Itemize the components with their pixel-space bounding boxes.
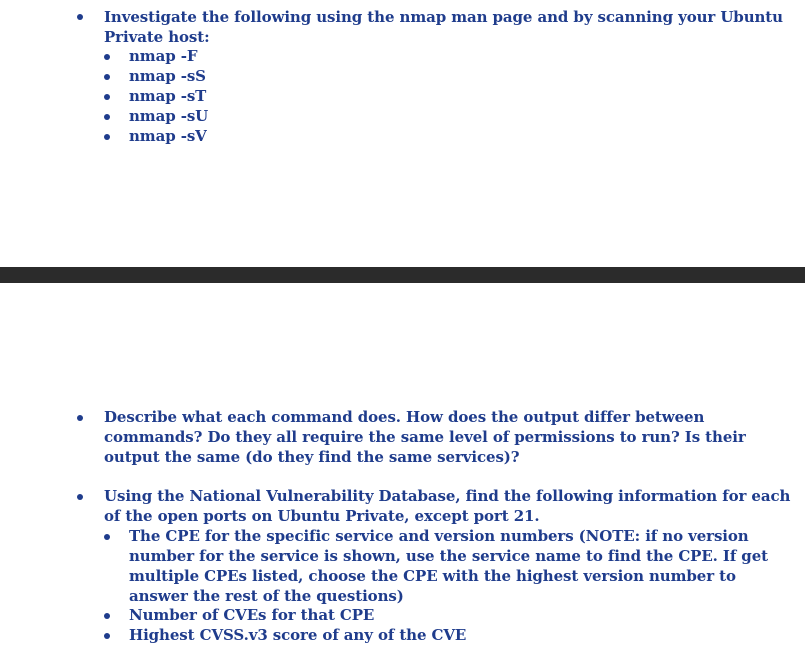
section2-line-2: commands? Do they all require the same level of permissions to run? Is their	[104, 428, 746, 446]
section1-line-2: Private host:	[104, 28, 210, 46]
section1-line-1: Investigate the following using the nmap man page and by scanning your Ubuntu	[104, 8, 783, 26]
sub-bullet-icon	[104, 54, 110, 60]
sub-bullet-icon	[104, 534, 110, 540]
section3-line-2: of the open ports on Ubuntu Private, except port 21.	[104, 507, 540, 525]
section2-line-3: output the same (do they find the same services)?	[104, 448, 520, 466]
nmap-command-item: nmap -sS	[129, 67, 206, 85]
cpe-item-line-1: The CPE for the specific service and version numbers (NOTE: if no version	[129, 527, 749, 545]
bullet-icon	[77, 14, 83, 20]
sub-bullet-icon	[104, 134, 110, 140]
sub-bullet-icon	[104, 94, 110, 100]
bullet-icon	[77, 494, 83, 500]
bullet-icon	[77, 415, 83, 421]
nmap-command-item: nmap -sT	[129, 87, 207, 105]
cpe-item-line-3: multiple CPEs listed, choose the CPE with the highest version number to	[129, 567, 736, 585]
nmap-command-item: nmap -F	[129, 47, 198, 65]
sub-bullet-icon	[104, 74, 110, 80]
section2-line-1: Describe what each command does. How does the output differ between	[104, 408, 705, 426]
document-page-top	[0, 0, 805, 267]
nmap-command-item: nmap -sU	[129, 107, 209, 125]
section3-line-1: Using the National Vulnerability Database, find the following information for each	[104, 487, 791, 505]
page-divider	[0, 267, 805, 283]
sub-bullet-icon	[104, 613, 110, 619]
cvss-score-item: Highest CVSS.v3 score of any of the CVE	[129, 626, 467, 644]
cve-count-item: Number of CVEs for that CPE	[129, 606, 375, 624]
sub-bullet-icon	[104, 114, 110, 120]
nmap-command-item: nmap -sV	[129, 127, 207, 145]
cpe-item-line-2: number for the service is shown, use the service name to find the CPE. If get	[129, 547, 768, 565]
sub-bullet-icon	[104, 633, 110, 639]
cpe-item-line-4: answer the rest of the questions)	[129, 587, 404, 605]
